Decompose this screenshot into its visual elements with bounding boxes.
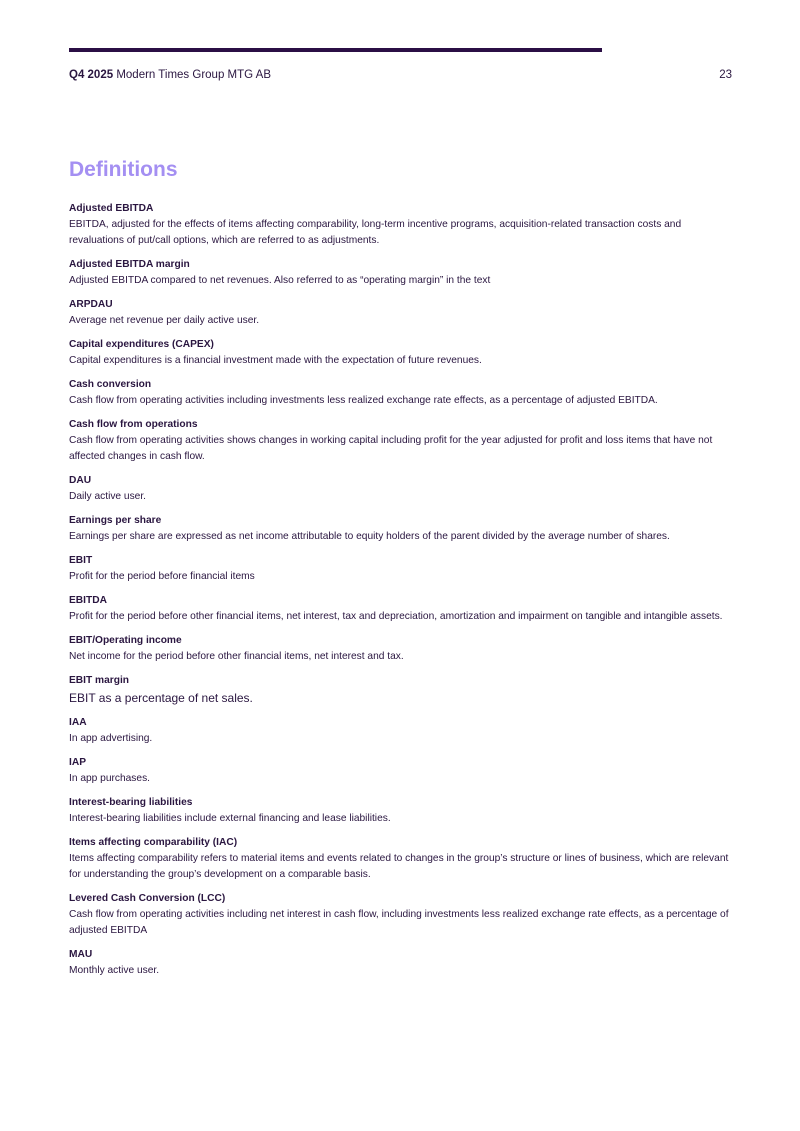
- definition-levered-cash-conversion: [69, 891, 731, 939]
- definition-description: Monthly active user.: [69, 965, 160, 976]
- definition-interest-bearing-liabilities: [69, 795, 731, 827]
- definition-description: Cash flow from operating activities including net interest in cash flow, including investments less realized exchange rate effects, as a percentage of adjusted EBITDA: [69, 909, 729, 936]
- definition-description: Cash flow from operating activities shows changes in working capital including profit for the year adjusted for profit and loss items that have not affected changes in cash flow.: [69, 435, 713, 462]
- definition-term: Cash conversion: [69, 379, 152, 390]
- definition-term: EBITDA: [69, 595, 107, 606]
- definition-term: IAP: [69, 757, 86, 768]
- definition-description: In app advertising.: [69, 733, 153, 744]
- definition-term: MAU: [69, 949, 93, 960]
- definition-cash-flow-from-operations: [69, 417, 731, 465]
- definition-capex: [69, 337, 731, 369]
- definition-description: In app purchases.: [69, 773, 150, 784]
- definition-term: EBIT margin: [69, 675, 130, 686]
- definition-description: Capital expenditures is a financial investment made with the expectation of future revenues.: [69, 355, 482, 366]
- definition-dau: [69, 473, 731, 505]
- definition-term: DAU: [69, 475, 92, 486]
- definition-term: EBIT/Operating income: [69, 635, 182, 646]
- definition-term: Adjusted EBITDA: [69, 203, 154, 214]
- definition-term: EBIT: [69, 555, 93, 566]
- definition-term: Interest-bearing liabilities: [69, 797, 193, 808]
- definition-ebit-margin: [69, 673, 731, 707]
- definition-adjusted-ebitda-margin: [69, 257, 731, 289]
- definition-term: ARPDAU: [69, 299, 113, 310]
- definition-iaa: [69, 715, 731, 747]
- definitions-list: [69, 201, 731, 987]
- definition-description: Average net revenue per daily active user.: [69, 315, 260, 326]
- definition-arpdau: [69, 297, 731, 329]
- definition-description: Items affecting comparability refers to material items and events related to changes in the group’s structure or lines of business, which are relevant for understanding the group’s development on a comparable basis.: [69, 853, 729, 880]
- definition-term: Items affecting comparability (IAC): [69, 837, 238, 848]
- definition-description: Adjusted EBITDA compared to net revenues. Also referred to as “operating margin” in the text: [69, 275, 491, 286]
- definition-description: EBIT as a percentage of net sales.: [69, 691, 253, 705]
- definition-term: Capital expenditures (CAPEX): [69, 339, 214, 350]
- definition-description: Net income for the period before other financial items, net interest and tax.: [69, 651, 404, 662]
- definition-adjusted-ebitda: [69, 201, 731, 249]
- definition-ebit-operating-income: [69, 633, 731, 665]
- definition-description: Daily active user.: [69, 491, 147, 502]
- definition-earnings-per-share: [69, 513, 731, 545]
- definition-iap: [69, 755, 731, 787]
- company-name: Modern Times Group MTG AB: [116, 69, 271, 81]
- definition-cash-conversion: [69, 377, 731, 409]
- definition-term: Cash flow from operations: [69, 419, 198, 430]
- definition-description: Earnings per share are expressed as net income attributable to equity holders of the parent divided by the average number of shares.: [69, 531, 670, 542]
- page-number: 23: [719, 69, 732, 81]
- report-period: Q4 2025: [69, 69, 114, 81]
- definition-term: Levered Cash Conversion (LCC): [69, 893, 226, 904]
- header-rule: [69, 48, 602, 52]
- definition-description: Profit for the period before other financial items, net interest, tax and depreciation, amortization and impairment on tangible and intangible assets.: [69, 611, 723, 622]
- definition-ebitda: [69, 593, 731, 625]
- page-title: Definitions: [69, 158, 178, 181]
- definition-term: IAA: [69, 717, 87, 728]
- definition-ebit: [69, 553, 731, 585]
- definition-items-affecting-comparability: [69, 835, 731, 883]
- definition-description: Cash flow from operating activities including investments less realized exchange rate effects, as a percentage of adjusted EBITDA.: [69, 395, 658, 406]
- definition-description: EBITDA, adjusted for the effects of items affecting comparability, long-term incentive programs, acquisition-related transaction costs and revaluations of put/call options, which are referred to as adjustments.: [69, 219, 682, 246]
- definition-description: Interest-bearing liabilities include external financing and lease liabilities.: [69, 813, 391, 824]
- definition-term: Adjusted EBITDA margin: [69, 259, 190, 270]
- definition-description: Profit for the period before financial items: [69, 571, 255, 582]
- definition-mau: [69, 947, 731, 979]
- definition-term: Earnings per share: [69, 515, 162, 526]
- running-header: [69, 67, 732, 83]
